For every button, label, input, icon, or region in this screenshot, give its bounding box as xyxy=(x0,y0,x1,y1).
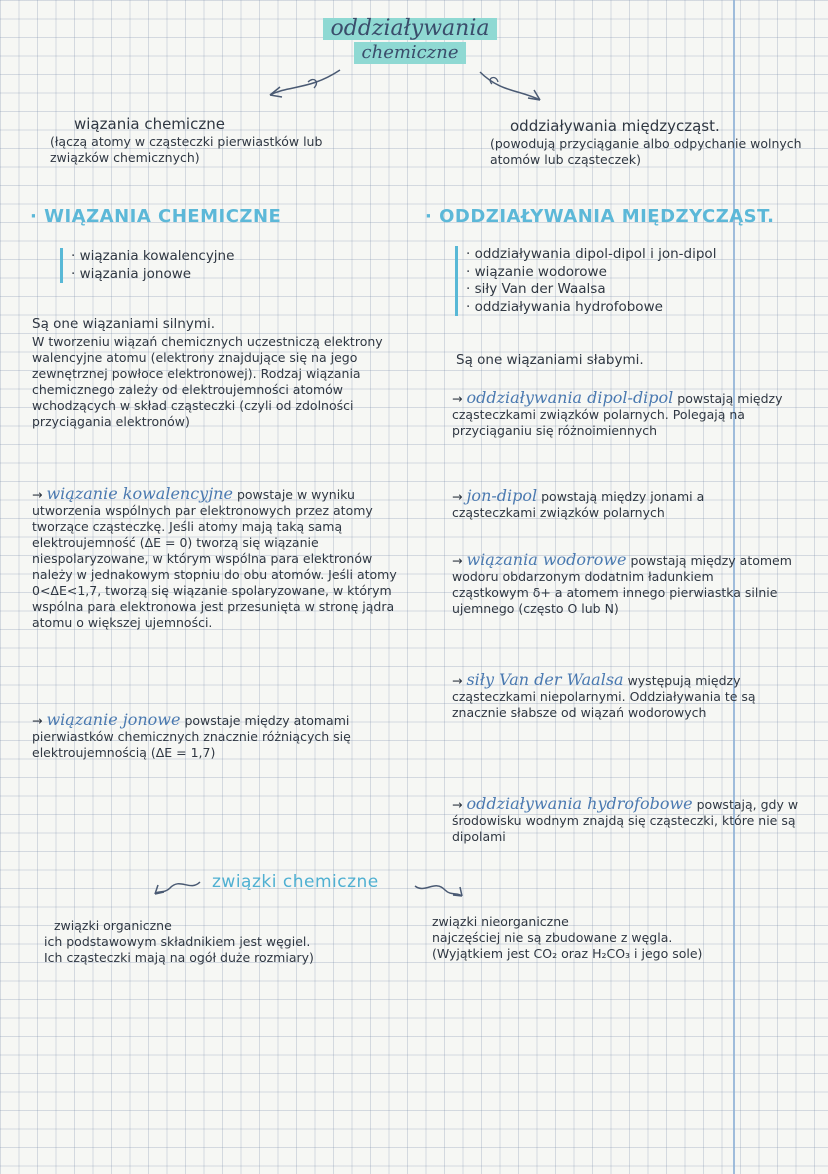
hydrophobic-block xyxy=(452,796,822,845)
arrow-right-icon xyxy=(470,62,560,112)
hydrogen-title: wiązania wodorowe xyxy=(466,550,627,569)
organic-title: związki organiczne xyxy=(54,918,172,933)
dipole-arrow: → xyxy=(452,391,463,406)
list-item: · oddziaływania dipol-dipol i jon-dipol xyxy=(466,246,717,262)
arrow-left-icon xyxy=(240,60,350,110)
hydrophobic-arrow: → xyxy=(452,797,463,812)
squiggle-left-icon xyxy=(150,872,210,902)
vdw-title: siły Van der Waalsa xyxy=(466,670,624,689)
top-right-note: (powodują przyciąganie albo odpychanie wolnych atomów lub cząsteczek) xyxy=(490,135,802,167)
hydrogen-block xyxy=(452,552,792,617)
ion-dipole-title: jon-dipol xyxy=(466,486,538,505)
ionic-arrow: → xyxy=(32,713,43,728)
vdw-block xyxy=(452,672,812,721)
ionic-block xyxy=(32,712,407,761)
covalent-block xyxy=(32,486,407,631)
right-types-list xyxy=(455,246,796,316)
title-line-1: oddziaływania xyxy=(323,18,498,40)
covalent-title: wiązanie kowalencyjne xyxy=(46,484,233,503)
ionic-title: wiązanie jonowe xyxy=(46,710,181,729)
top-left-note: (łączą atomy w cząsteczki pierwiastków lub związków chemicznych) xyxy=(50,133,323,165)
ion-dipole-block xyxy=(452,488,792,521)
covalent-rest: powstaje xyxy=(236,487,293,502)
right-weak-text: Są one wiązaniami słabymi. xyxy=(456,352,644,368)
list-item: · wiązanie wodorowe xyxy=(466,263,607,280)
bottom-heading: związki chemiczne xyxy=(212,872,379,892)
left-strong-text: Są one wiązaniami silnymi. xyxy=(32,316,216,332)
title-line-2: chemiczne xyxy=(354,42,467,64)
covalent-arrow: → xyxy=(32,487,43,502)
list-item: · wiązania jonowe xyxy=(71,265,192,282)
top-right-heading: oddziaływania międzycząst. xyxy=(510,117,720,135)
ion-dipole-arrow: → xyxy=(452,489,463,504)
left-formation-text: W tworzeniu wiązań chemicznych uczestniczą elektrony walencyjne atomu (elektrony znajdujące się na jego zewnętrznej powłoce elektronowej). Rodzaj wiązania chemicznego zależy od elektroujemności atomów wchodzących w skład cząsteczki (czyli od zdolności przyciągania elektronów) xyxy=(32,334,383,429)
right-heading: · ODDZIAŁYWANIA MIĘDZYCZĄST. xyxy=(425,206,775,227)
hydrophobic-title: oddziaływania hydrofobowe xyxy=(466,794,693,813)
squiggle-right-icon xyxy=(410,874,470,904)
list-item: · oddziaływania hydrofobowe xyxy=(466,298,663,315)
hydrogen-arrow: → xyxy=(452,553,463,568)
organic-body: ich podstawowym składnikiem jest węgiel. Ich cząsteczki mają na ogół duże rozmiary) xyxy=(44,934,314,965)
list-item: · wiązania kowalencyjne xyxy=(71,248,235,264)
list-item: · siły Van der Waalsa xyxy=(466,281,606,297)
top-left-heading: wiązania chemiczne xyxy=(74,115,225,133)
top-right-block xyxy=(490,118,810,168)
covalent-body: w wyniku utworzenia wspólnych par elektronowych przez atomy tworzące cząsteczkę. Jeśli atomy mają taką samą elektroujemność (ΔE = 0) tworzą się wiązanie niespolaryzowane, w którym wspólna para elektronów należy w jednakowym stopniu do obu atomów. Jeśli atomy 0<ΔE<1,7, tworzą się wiązanie spolaryzowane, w którym wspólna para elektronowa jest przesunięta w stronę jądra atomu o większej ujemności. xyxy=(32,487,397,630)
hydrogen-body: powstają między atomem wodoru obdarzonym dodatnim ładunkiem cząstkowym δ+ a atomem innego pierwiastka silnie ujemnego (często O lub N) xyxy=(452,553,792,616)
left-types-list xyxy=(60,248,311,283)
organic-block xyxy=(44,918,324,966)
page-title xyxy=(270,18,550,64)
inorganic-block xyxy=(432,914,732,962)
left-heading: · WIĄZANIA CHEMICZNE xyxy=(30,206,282,227)
inorganic-body: najczęściej nie są zbudowane z węgla. (Wyjątkiem jest CO₂ oraz H₂CO₃ i jego sole) xyxy=(432,930,703,961)
dipole-title: oddziaływania dipol-dipol xyxy=(466,388,674,407)
hydrophobic-body: powstają, gdy w środowisku wodnym znajdą się cząsteczki, które nie są dipolami xyxy=(452,797,799,844)
ion-dipole-body: powstają między jonami a cząsteczkami związków polarnych xyxy=(452,489,705,520)
dipole-body: powstają między cząsteczkami związków polarnych. Polegają na przyciąganiu się różnoimiennych xyxy=(452,391,783,438)
vdw-arrow: → xyxy=(452,673,463,688)
dipole-block xyxy=(452,390,792,439)
inorganic-title: związki nieorganiczne xyxy=(432,914,569,929)
ionic-body: powstaje między atomami pierwiastków chemicznych znacznie różniących się elektroujemnością (ΔE = 1,7) xyxy=(32,713,351,760)
top-left-block xyxy=(50,116,370,166)
vdw-body: występują między cząsteczkami niepolarnymi. Oddziaływania te są znacznie słabsze od wiązań wodorowych xyxy=(452,673,756,720)
